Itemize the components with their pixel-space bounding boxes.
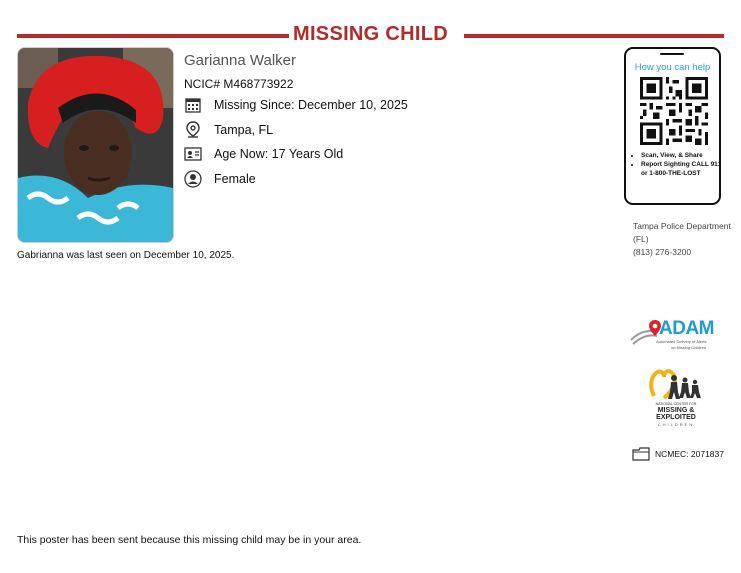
- child-photo: [17, 47, 174, 243]
- ncmec-case-number: NCMEC: 2071837: [655, 449, 724, 459]
- how-you-can-help-heading: How you can help: [634, 62, 711, 73]
- location-pin-icon: [184, 121, 202, 139]
- bullet-scan: • Scan, View, & Share: [641, 152, 729, 161]
- adam-subline-2: on Missing Children: [671, 345, 707, 350]
- help-phone-card: [624, 47, 721, 205]
- age-text: Age Now: 17 Years Old: [214, 147, 344, 161]
- adam-word: ADAM: [659, 318, 714, 339]
- missing-since-text: Missing Since: December 10, 2025: [214, 98, 408, 112]
- ncmec-logo: [648, 368, 704, 430]
- location-row: [184, 121, 273, 139]
- id-card-icon: [184, 145, 202, 163]
- poster-title: MISSING CHILD: [292, 23, 448, 45]
- agency-phone[interactable]: (813) 276-3200: [633, 246, 692, 257]
- folder-icon: [632, 447, 650, 461]
- agency-contact: [633, 220, 733, 258]
- phone-speaker: [660, 53, 684, 55]
- ncmec-line-4: CHILDREN: [657, 422, 695, 427]
- age-row: [184, 145, 343, 163]
- ncmec-line-3: EXPLOITED: [656, 414, 696, 421]
- last-seen-text: Gabrianna was last seen on December 10, 2025.: [17, 250, 235, 261]
- calendar-icon: [184, 96, 202, 114]
- adam-logo: [629, 318, 721, 354]
- ncic-number: NCIC# M468773922: [184, 77, 294, 91]
- location-text: Tampa, FL: [214, 123, 274, 137]
- bullet-report: • Report Sighting CALL 911 or 1-800-THE-LOST: [641, 161, 729, 179]
- child-name: Garianna Walker: [184, 52, 296, 69]
- sex-row: [184, 170, 256, 188]
- footer-notice: This poster has been sent because this missing child may be in your area.: [17, 534, 362, 546]
- sex-text: Female: [214, 172, 256, 186]
- help-bullets: [632, 152, 729, 178]
- ncmec-case: [632, 447, 724, 461]
- qr-code[interactable]: [640, 77, 708, 145]
- person-icon: [184, 170, 202, 188]
- adam-subline-1: Automated Delivery of Alerts: [656, 339, 707, 344]
- agency-name: Tampa Police Department (FL): [633, 221, 731, 244]
- ncmec-line-1: NATIONAL CENTER FOR: [655, 402, 697, 406]
- missing-since-row: [184, 96, 408, 114]
- ncmec-line-2: MISSING &: [657, 407, 695, 414]
